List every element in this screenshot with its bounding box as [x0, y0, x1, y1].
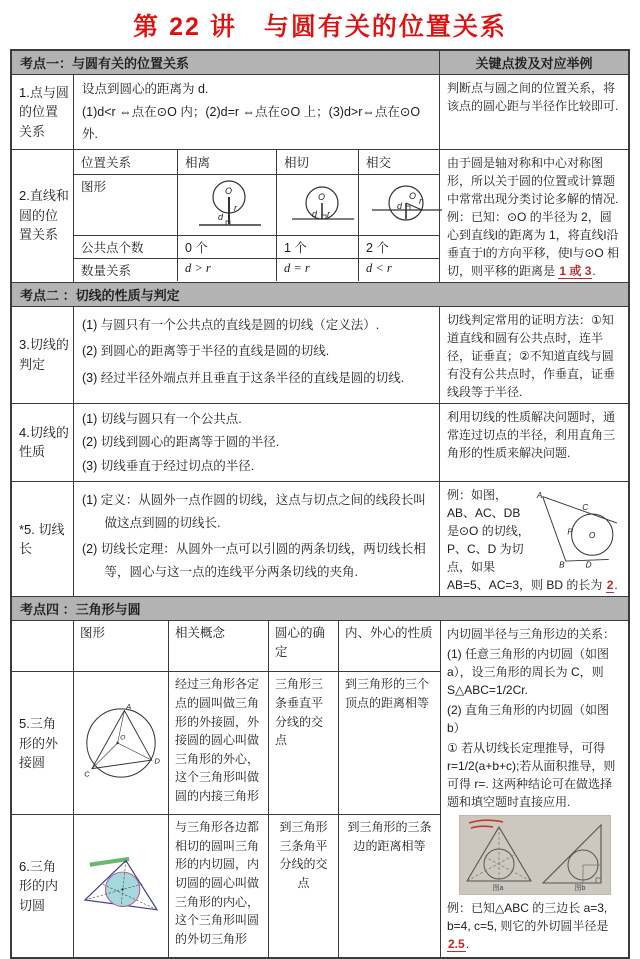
points-value: 1 个 — [277, 236, 359, 258]
section4-title: 考点四 ：三角形与圆 — [20, 602, 141, 617]
row1-key-note: 判断点与圆之间的位置关系，将该点的圆心距与半径作比较即可. — [447, 81, 619, 113]
key-example-text: 例：已知△ABC 的三边长 a=3, b=4, c=5, 则它的外切圆半径是 — [447, 901, 609, 933]
circumcircle-row-label: 5.三角形的外接圆 — [12, 672, 74, 815]
circumcircle-center: 三角形三条垂直平分线的交点 — [269, 672, 339, 815]
key-points-column-header: 关键点拨及对应举例 — [475, 56, 593, 71]
circle-line-apart-figure — [185, 177, 273, 231]
row4-content — [74, 404, 440, 482]
row1-content — [74, 75, 440, 149]
key-item: (2) 直角三角形的内切圆（如图 b） — [447, 703, 610, 735]
distance-label: d — [397, 200, 403, 211]
vertex-d-label: D — [154, 756, 160, 766]
vertex-a-label: A — [126, 702, 132, 712]
page-title: 第 22 讲 与圆有关的位置关系 — [133, 13, 507, 41]
row-line-circle-relation — [12, 150, 628, 283]
tangent-length-figure — [536, 488, 622, 568]
row1-line2: (1)d<r ⇔点在⊙O 内；(2)d=r ⇔点在⊙O 上；(3)d>r⇔点在⊙O 外. — [82, 104, 421, 141]
col-header-center: 圆心的确定 — [269, 621, 339, 672]
row5-content — [74, 482, 440, 596]
center-label: O — [318, 191, 326, 202]
row1-line1: 设点到圆心的距离为 d. — [82, 82, 209, 96]
incircle-example-photo — [459, 815, 611, 895]
row3-item: (3) 经过半径外端点并且垂直于这条半径的直线是圆的切线. — [82, 370, 405, 385]
subtable-header-row — [74, 150, 439, 175]
key-example-answer: 2.5 — [448, 937, 465, 951]
center-label: O — [225, 185, 233, 196]
photo-caption-a: 图a — [492, 884, 504, 892]
row3-item: (2) 到圆心的距离等于半径的直线是圆的切线. — [82, 344, 330, 358]
radius-label: r — [234, 202, 237, 213]
row2-key-note — [440, 150, 628, 282]
distance-label: d — [312, 208, 318, 219]
key-example — [447, 899, 622, 953]
row5-example-period: . — [614, 578, 618, 592]
example-answer: 1 或 3 — [559, 263, 592, 278]
row1-label: 1.点与圆的位置关系 — [12, 75, 74, 149]
row3-item: (1) 与圆只有一个公共点的直线是圆的切线（定义法）. — [82, 317, 380, 332]
tangent-figure-cell — [277, 175, 359, 235]
key-item: (1) 任意三角形的内切圆（如图 a），设三角形的周长为 C，则 S△ABC=1/2Cr. — [447, 647, 610, 697]
row2-label: 2.直线和圆的位置关系 — [12, 150, 74, 282]
row5-item: (1) 定义：从圆外一点作圆的切线，这点与切点之间的线段长叫做这点到圆的切线长. — [82, 493, 426, 530]
key-example-period: . — [465, 937, 470, 951]
distance-label: d — [218, 211, 224, 222]
empty-corner-cell — [12, 621, 74, 672]
apart-figure-cell — [178, 175, 277, 235]
radius-label: r — [419, 195, 422, 206]
point-c-label: C — [582, 502, 589, 512]
section4-key-note — [441, 621, 628, 957]
row3-label: 3.切线的判定 — [12, 307, 74, 403]
vertex-c-label: C — [84, 769, 90, 779]
subtable-relation-row — [74, 259, 439, 281]
circle-line-intersect-figure — [366, 177, 446, 231]
row-point-circle-relation — [12, 75, 628, 150]
subtable-header: 相交 — [366, 155, 392, 170]
relation-value: d < r — [366, 260, 392, 275]
row4-item: (1) 切线与圆只有一个公共点. — [82, 411, 242, 426]
relation-value: d > r — [178, 259, 277, 281]
circle-line-tangent-figure — [284, 177, 360, 231]
row2-note-text: 由于圆是轴对称和中心对称图形，所以关于圆的位置或计算题中常常出现分类讨论多解的情况. — [447, 155, 619, 206]
incircle-center: 到三角形三条角平分线的交点 — [269, 815, 339, 957]
red-annotation-marks — [469, 820, 503, 828]
row4-item: (3) 切线垂直于经过切点的半径. — [82, 458, 255, 473]
point-d-label: D — [585, 560, 592, 568]
row4-key-note: 利用切线的性质解决问题时，通常连过切点的半径，利用直角三角形的性质来解决问题. — [447, 409, 616, 460]
col-header-figure: 图形 — [74, 621, 169, 672]
subtable-points-row — [74, 236, 439, 259]
row4-label: 4.切线的性质 — [12, 404, 74, 482]
row-tangent-judgement — [12, 307, 628, 404]
photo-caption-b: 图b — [574, 884, 586, 892]
incircle-figure-cell — [74, 815, 169, 957]
incircle-property: 到三角形的三条边的距离相等 — [339, 815, 441, 957]
section1-title: 考点一：与圆有关的位置关系 — [12, 51, 440, 74]
row2-example — [447, 208, 622, 280]
incircle-row-label: 6.三角形的内切圆 — [12, 815, 74, 957]
row2-subtable — [74, 150, 440, 282]
row3-key-note: 切线判定常用的证明方法：①知道直线和圆有公共点时，连半径，证垂直；②不知道直线与圆有没有公共点时，作垂直，证垂线段等于半径. — [447, 312, 616, 399]
row4-item: (2) 切线到圆心的距离等于圆的半径. — [82, 435, 280, 449]
circumcircle-concept: 经过三角形各定点的圆叫做三角形的外接圆，外接圆的圆心叫做三角形的外心，这个三角形叫做圆的内接三角形 — [169, 672, 269, 815]
key-item: ① 若从切线长定理推导，可得 r=1/2(a+b+c);若从面积推导，则可得 r=. 这两种结论可在做选择题和填空题时直接应用. — [447, 741, 616, 809]
row5-example-text: 例：如图，AB、AC、DB 是⊙O 的切线，P、C、D 为切点，如果 AB=5、AC=3，则 BD 的长为 — [447, 488, 603, 592]
section2-header-bar — [12, 283, 628, 307]
subtable-header: 相切 — [277, 150, 359, 174]
relation-value: d = r — [277, 259, 359, 281]
row3-content — [74, 307, 440, 403]
center-label: O — [409, 190, 417, 201]
circumcircle-property: 到三角形的三个顶点的距离相等 — [339, 672, 441, 815]
subtable-figure-row — [74, 175, 439, 236]
col-header-property: 内、外心的性质 — [339, 621, 441, 672]
center-label: O — [588, 530, 596, 540]
subtable-header: 相离 — [178, 150, 277, 174]
row5-example-answer: 2 — [606, 578, 614, 592]
points-value: 0 个 — [178, 236, 277, 258]
radius-label: r — [327, 208, 330, 219]
incircle-concept: 与三角形各边都相切的圆叫三角形的内切圆，内切圆的圆心叫做三角形的内心，这个三角形叫圆的外切三角形 — [169, 815, 269, 957]
photo-figures — [459, 815, 611, 895]
section1-header-bar — [12, 51, 628, 75]
example-text: 例：已知：⊙O 的半径为 2，圆心到直线l的距离为 1，将直线l沿垂直于l的方向平移，使l与⊙O 相切，则平移的距离是 — [447, 209, 620, 278]
row-tangent-length — [12, 482, 628, 597]
example-period: . — [592, 263, 596, 278]
subtable-header: 位置关系 — [74, 150, 178, 174]
row5-item: (2) 切线长定理：从圆外一点可以引圆的两条切线，两切线长相等，圆心与这一点的连线平分两条切线的夹角. — [82, 542, 426, 579]
center-label: O — [120, 734, 126, 742]
figure-row-label: 图形 — [74, 175, 178, 235]
section4-header-bar — [12, 597, 628, 621]
point-b-label: B — [559, 560, 565, 568]
main-table — [10, 49, 630, 959]
section2-title: 考点二 ：切线的性质与判定 — [20, 287, 180, 303]
row5-label: *5. 切线长 — [12, 482, 74, 596]
col-header-concept: 相关概念 — [169, 621, 269, 672]
point-a-label: A — [536, 491, 543, 501]
point-p-label: P — [567, 527, 573, 537]
relation-row-label: 数量关系 — [74, 259, 178, 281]
circumcircle-figure-cell — [74, 672, 169, 815]
points-row-label: 公共点个数 — [74, 236, 178, 258]
key-heading: 内切圆半径与三角形边的关系： — [447, 627, 616, 641]
circumscribed-circle-figure — [80, 697, 162, 789]
row-tangent-property — [12, 404, 628, 483]
inscribed-circle-figure — [80, 848, 162, 924]
points-value: 2 个 — [366, 240, 389, 255]
row5-key-note — [440, 482, 628, 596]
intersect-figure-cell — [359, 175, 439, 235]
triangle-circle-table — [12, 621, 628, 957]
